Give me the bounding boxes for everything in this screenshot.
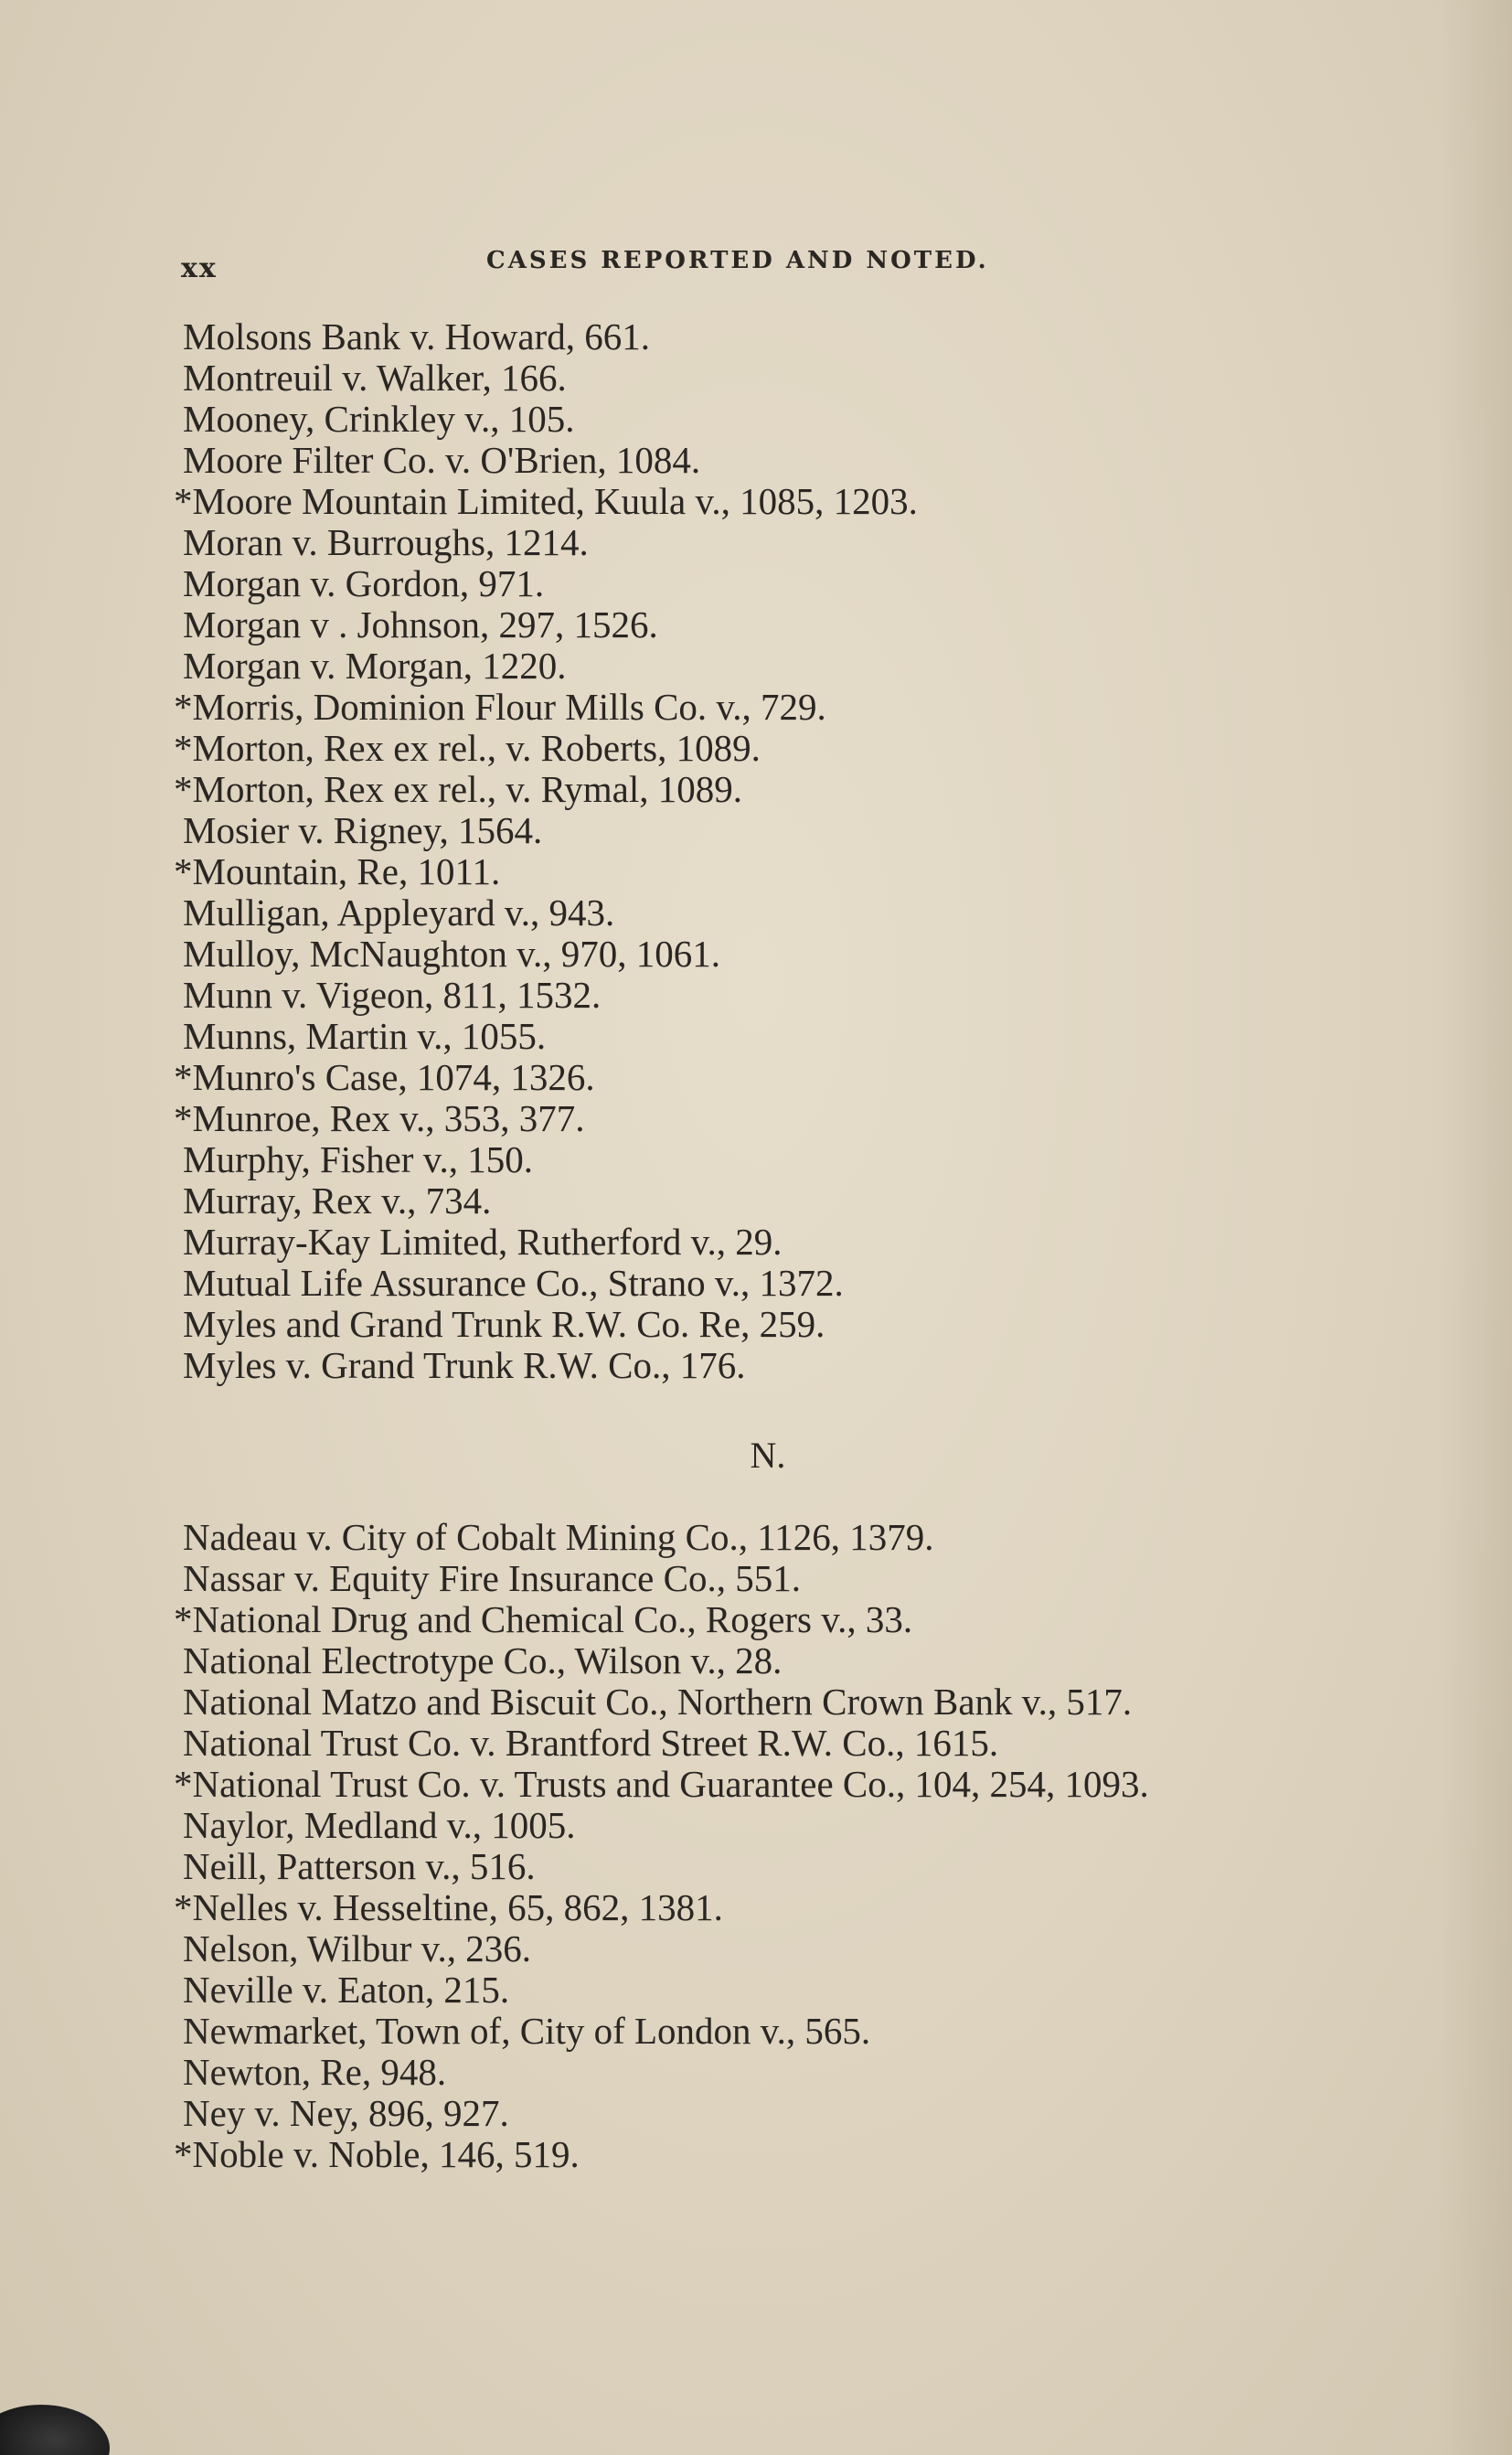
case-entry: *Nelles v. Hesseltine, 65, 862, 1381. (174, 1886, 723, 1928)
case-entry: Ney v. Ney, 896, 927. (183, 2092, 509, 2134)
case-entry: Newmarket, Town of, City of London v., 565. (183, 2010, 871, 2052)
case-entry: Neville v. Eaton, 215. (183, 1969, 510, 2011)
case-entry: National Matzo and Biscuit Co., Northern Crown Bank v., 517. (183, 1681, 1133, 1723)
case-entry: Nassar v. Equity Fire Insurance Co., 551. (183, 1557, 801, 1599)
case-entry: Morgan v . Johnson, 297, 1526. (183, 603, 658, 646)
case-entry: Naylor, Medland v., 1005. (183, 1804, 576, 1846)
case-entry: Mulloy, McNaughton v., 970, 1061. (183, 933, 721, 975)
case-entry: Mutual Life Assurance Co., Strano v., 1372. (183, 1262, 844, 1304)
case-entry: Murray-Kay Limited, Rutherford v., 29. (183, 1221, 783, 1263)
case-entry: *Morton, Rex ex rel., v. Rymal, 1089. (174, 768, 743, 810)
case-entry: *Moore Mountain Limited, Kuula v., 1085, 1203. (174, 480, 918, 522)
case-entry: Myles v. Grand Trunk R.W. Co., 176. (183, 1344, 746, 1386)
case-entry: *Noble v. Noble, 146, 519. (174, 2133, 580, 2175)
case-entry: Munn v. Vigeon, 811, 1532. (183, 974, 602, 1016)
thumb-shadow (0, 2405, 110, 2455)
case-entry: Molsons Bank v. Howard, 661. (183, 315, 650, 358)
case-entry: Murray, Rex v., 734. (183, 1179, 492, 1222)
case-entry: *Mountain, Re, 1011. (174, 850, 501, 892)
page-edge-shadow (1439, 0, 1512, 2455)
case-entry: Newton, Re, 948. (183, 2051, 447, 2093)
case-entry: Moran v. Burroughs, 1214. (183, 521, 589, 563)
case-entry: Morgan v. Gordon, 971. (183, 562, 545, 604)
case-entry: *National Trust Co. v. Trusts and Guarantee Co., 104, 254, 1093. (174, 1763, 1149, 1805)
case-entry: *National Drug and Chemical Co., Rogers v., 33. (174, 1598, 913, 1640)
case-index (174, 315, 1371, 2175)
case-entry: *Morton, Rex ex rel., v. Roberts, 1089. (174, 727, 761, 769)
case-entry: Mooney, Crinkley v., 105. (183, 398, 575, 440)
entries-n (174, 1516, 1371, 2175)
case-entry: Moore Filter Co. v. O'Brien, 1084. (183, 439, 701, 481)
case-entry: National Electrotype Co., Wilson v., 28. (183, 1639, 783, 1681)
case-entry: Mulligan, Appleyard v., 943. (183, 891, 615, 934)
case-entry: Nelson, Wilbur v., 236. (183, 1927, 531, 1969)
running-head: CASES REPORTED AND NOTED. (486, 247, 989, 274)
case-entry: Morgan v. Morgan, 1220. (183, 645, 567, 687)
page-number: xx (181, 252, 218, 284)
case-entry: Mosier v. Rigney, 1564. (183, 809, 543, 851)
case-entry: Myles and Grand Trunk R.W. Co. Re, 259. (183, 1303, 825, 1345)
case-entry: Murphy, Fisher v., 150. (183, 1138, 534, 1180)
case-entry: National Trust Co. v. Brantford Street R.W. Co., 1615. (183, 1722, 999, 1764)
case-entry: *Munro's Case, 1074, 1326. (174, 1056, 595, 1098)
case-entry: *Morris, Dominion Flour Mills Co. v., 729. (174, 686, 826, 728)
section-heading-n: N. (750, 1435, 786, 1476)
case-entry: *Munroe, Rex v., 353, 377. (174, 1097, 585, 1139)
page-header (181, 240, 1369, 294)
case-entry: Nadeau v. City of Cobalt Mining Co., 1126, 1379. (183, 1516, 934, 1558)
case-entry: Neill, Patterson v., 516. (183, 1845, 536, 1887)
case-entry: Munns, Martin v., 1055. (183, 1015, 547, 1057)
case-entry: Montreuil v. Walker, 166. (183, 357, 567, 399)
entries-m (174, 315, 1371, 1386)
